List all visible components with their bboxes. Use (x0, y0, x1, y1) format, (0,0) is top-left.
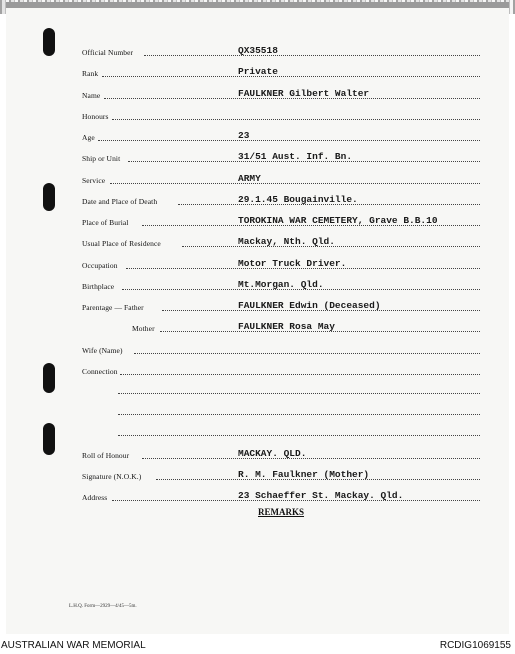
field-label: Mother (132, 324, 155, 333)
field-value: QX35518 (238, 45, 278, 56)
field-ship-or-unit (82, 148, 480, 164)
field-value: 29.1.45 Bougainville. (238, 194, 358, 205)
field-value: Motor Truck Driver. (238, 258, 347, 269)
field-connection (82, 361, 480, 377)
field-value: Mt.Morgan. Qld. (238, 279, 324, 290)
connection-extra-line (118, 393, 480, 394)
field-value: FAULKNER Rosa May (238, 321, 335, 332)
field-value: Mackay, Nth. Qld. (238, 236, 335, 247)
dotted-line (134, 353, 480, 354)
field-value: TOROKINA WAR CEMETERY, Grave B.B.10 (238, 215, 438, 226)
field-honours (82, 106, 480, 122)
dotted-line (110, 183, 480, 184)
field-mother (82, 318, 480, 334)
field-place-of-burial (82, 212, 480, 228)
field-label: Parentage — Father (82, 303, 144, 312)
field-value: 23 Schaeffer St. Mackay. Qld. (238, 490, 404, 501)
connection-extra-line (118, 435, 480, 436)
field-occupation (82, 255, 480, 271)
field-value: MACKAY. QLD. (238, 448, 307, 459)
field-label: Age (82, 133, 95, 142)
dotted-line (144, 55, 480, 56)
punch-hole (43, 363, 55, 393)
field-service (82, 170, 480, 186)
field-label: Name (82, 91, 101, 100)
field-label: Signature (N.O.K.) (82, 472, 142, 481)
dotted-line (98, 140, 480, 141)
field-label: Ship or Unit (82, 154, 121, 163)
punch-hole (43, 423, 55, 455)
field-usual-residence (82, 233, 480, 249)
form-number: L.H.Q. Form—2929—4/45—5m. (69, 604, 137, 609)
dotted-line (102, 76, 480, 77)
field-label: Address (82, 493, 108, 502)
field-label: Rank (82, 69, 99, 78)
archive-name: AUSTRALIAN WAR MEMORIAL (1, 640, 146, 651)
field-birthplace (82, 276, 480, 292)
field-label: Service (82, 176, 106, 185)
field-value: ARMY (238, 173, 261, 184)
field-label: Official Number (82, 48, 134, 57)
punch-hole (43, 28, 55, 56)
field-value: FAULKNER Gilbert Walter (238, 88, 370, 99)
dotted-line (142, 458, 480, 459)
field-label: Wife (Name) (82, 346, 123, 355)
remarks-heading: REMARKS (258, 507, 305, 517)
document-id: RCDIG1069155 (439, 640, 511, 651)
field-value: 23 (238, 130, 250, 141)
field-official-number (82, 42, 480, 58)
field-name (82, 85, 480, 101)
field-label: Honours (82, 112, 109, 121)
field-value: FAULKNER Edwin (Deceased) (238, 300, 381, 311)
field-father (82, 297, 480, 313)
field-label: Birthplace (82, 282, 115, 291)
field-value: R. M. Faulkner (Mother) (238, 469, 370, 480)
field-label: Date and Place of Death (82, 197, 158, 206)
dotted-line (120, 374, 480, 375)
field-age (82, 127, 480, 143)
field-wife-name (82, 340, 480, 356)
dotted-line (112, 119, 480, 120)
field-label: Usual Place of Residence (82, 239, 161, 248)
field-label: Roll of Honour (82, 451, 130, 460)
punch-hole (43, 183, 55, 211)
field-signature-nok (82, 466, 480, 482)
field-label: Connection (82, 367, 118, 376)
field-address (82, 487, 480, 503)
field-label: Place of Burial (82, 218, 129, 227)
connection-extra-line (118, 414, 480, 415)
field-roll-of-honour (82, 445, 480, 461)
field-date-place-of-death (82, 191, 480, 207)
field-rank (82, 63, 480, 79)
field-label: Occupation (82, 261, 118, 270)
field-value: 31/51 Aust. Inf. Bn. (238, 151, 353, 162)
field-value: Private (238, 66, 278, 77)
